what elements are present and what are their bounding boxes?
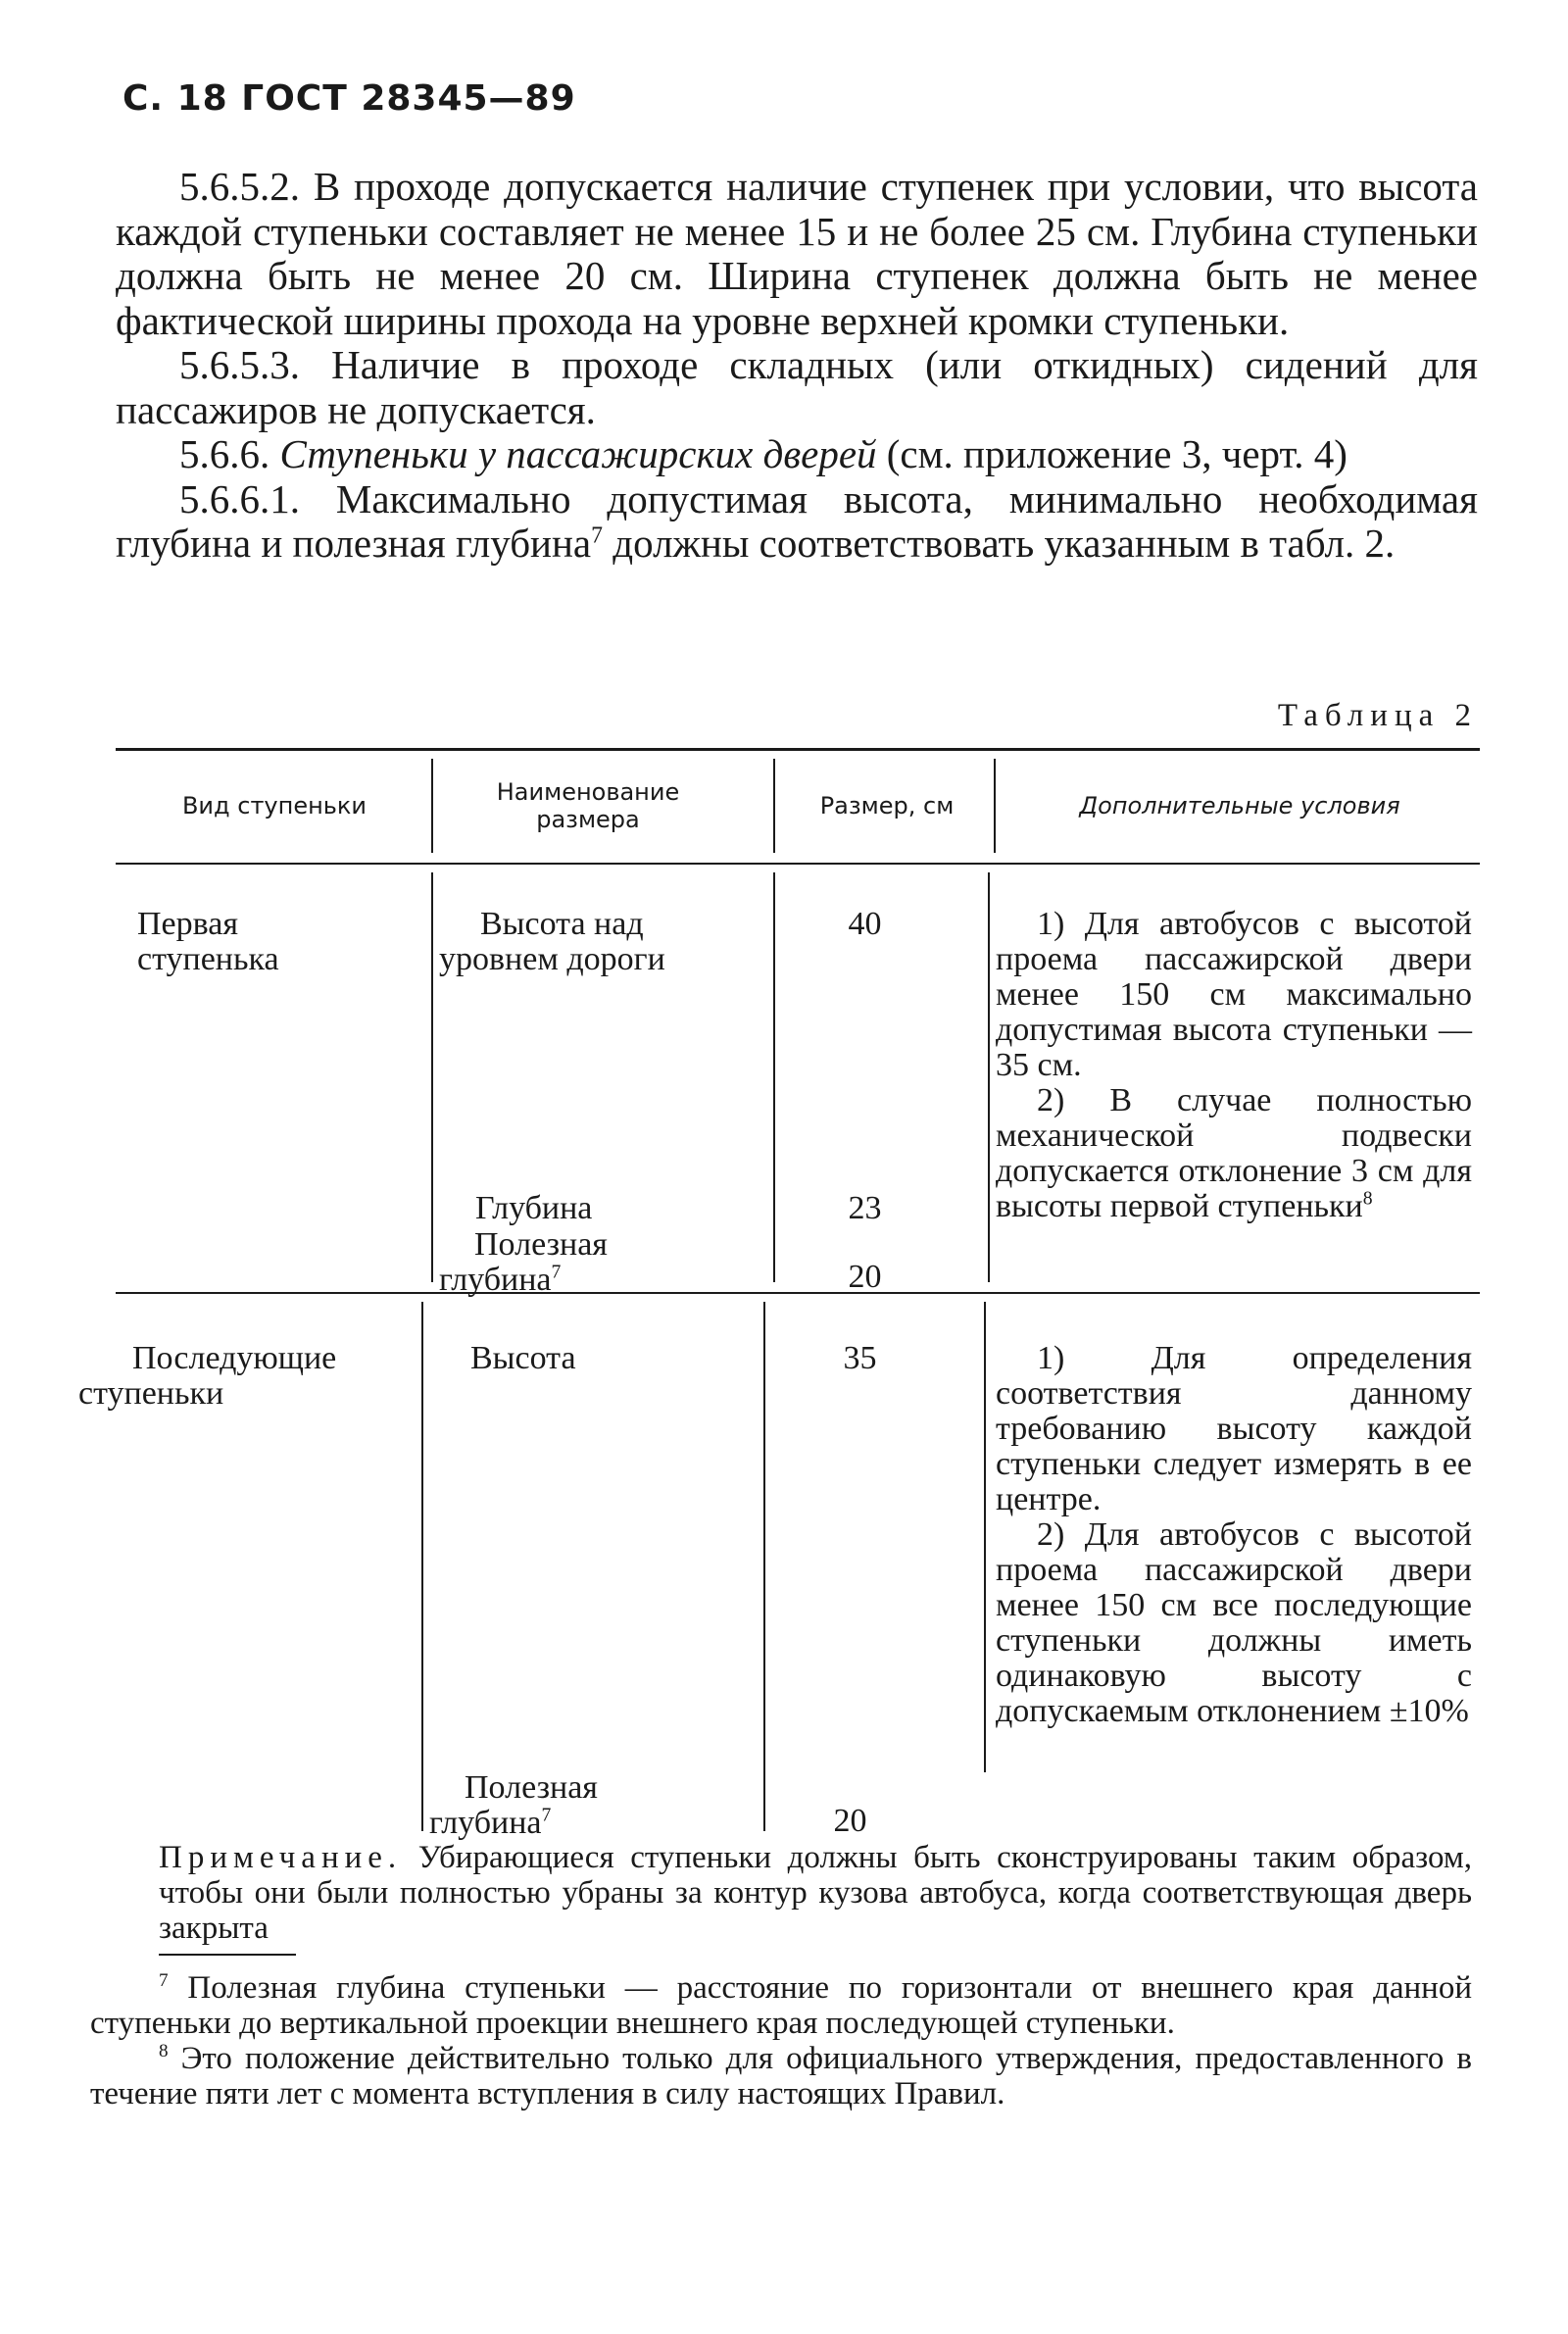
paragraph-5-6-5-2: 5.6.5.2. В проходе допускается наличие ступенек при условии, что высота каждой ступеньки составляет не менее 15 и не более 25 см. Глубина ступеньки должна быть не менее 20 см. Ширина ступенек должна быть не менее фактической ширины прохода на уровне верхней кромки ступеньки.: [116, 164, 1478, 343]
row2-val-height: 35: [843, 1340, 877, 1376]
table-column-divider: [763, 1302, 765, 1831]
note-label: Примечание.: [159, 1840, 403, 1875]
row1-conditions: [996, 907, 1472, 1224]
page-header: С. 18 ГОСТ 28345—89: [122, 78, 576, 119]
footnote-text: Это положение действительно только для официального утверждения, предоставленного в течение пяти лет с момента вступления в силу настоящих Правил.: [90, 2041, 1473, 2111]
row2-dim-height: Высота: [470, 1340, 576, 1376]
row2-condition-1: 1) Для определения соответствия данному требованию высоту каждой ступеньки следует измерять в ее центре.: [996, 1340, 1472, 1517]
footnote-text: Полезная глубина ступеньки — расстояние по горизонтали от внешнего края данной ступеньки до вертикальной проекции внешнего края последующей ступеньки.: [90, 1970, 1472, 2041]
footnote-ref: 7: [551, 1261, 562, 1283]
table-column-divider: [421, 1302, 423, 1831]
header-conditions: Дополнительные условия: [1079, 792, 1400, 819]
row1-dim-depth: Глубина: [475, 1190, 593, 1226]
table-note: [159, 1840, 1472, 1946]
dimension-label: Полезная глубина: [429, 1769, 598, 1841]
table-column-divider: [994, 759, 996, 853]
row1-condition-1: 1) Для автобусов с высотой проема пассажирской двери менее 150 см максимально допустимая высота ступеньки — 35 см.: [996, 906, 1472, 1083]
table-top-rule: [116, 748, 1480, 751]
paragraph-text-part: должны соответствовать указанным в табл. 2.: [612, 521, 1396, 566]
footnote-separator: [159, 1954, 296, 1956]
footnote-mark: 7: [159, 1970, 169, 1991]
row1-dim-useful-depth: [439, 1227, 733, 1298]
table-column-divider: [984, 1302, 986, 1772]
condition-text: 2) В случае полностью механической подвески допускается отклонение 3 см для высоты первой ступеньки: [996, 1082, 1472, 1224]
row2-val-useful-depth: 20: [833, 1803, 867, 1839]
table-caption: Таблица 2: [1277, 698, 1478, 733]
footnote-ref: 8: [1362, 1187, 1373, 1210]
body-text: [116, 165, 1478, 567]
section-title: Ступеньки у пассажирских дверей: [279, 431, 877, 476]
paragraph-5-6-5-3: 5.6.5.3. Наличие в проходе складных (или откидных) сидений для пассажиров не допускается.: [116, 342, 1478, 432]
table-column-divider: [773, 759, 775, 853]
row1-val-depth: 23: [848, 1190, 882, 1226]
table-column-divider: [431, 872, 433, 1282]
footnote-ref: 7: [541, 1804, 552, 1826]
row1-dim-height: Высота над уровнем дороги: [439, 906, 665, 977]
section-reference: (см. приложение 3, черт. 4): [886, 431, 1348, 476]
row2-condition-2: 2) Для автобусов с высотой проема пассажирской двери менее 150 см все последующие ступеньки должны иметь одинаковую высоту с допускаемым отклонением ±10%: [996, 1516, 1472, 1729]
paragraph-5-6-6: [116, 432, 1478, 477]
row2-step-type: Последующие ступеньки: [78, 1340, 337, 1412]
paragraph-5-6-6-1: [116, 477, 1478, 567]
footnote-mark: 8: [159, 2041, 169, 2061]
footnote-7: [90, 1970, 1472, 2041]
header-dimension-name: Наименование размера: [496, 778, 680, 833]
dimension-label: Полезная глубина: [439, 1226, 608, 1298]
header-size: Размер, см: [819, 792, 955, 819]
header-step-type: Вид ступеньки: [181, 792, 368, 819]
row1-condition-2: [996, 1083, 1472, 1224]
note-text: Убирающиеся ступеньки должны быть сконструированы таким образом, чтобы они были полностью убраны за контур кузова автобуса, когда соответствующая дверь закрыта: [159, 1840, 1473, 1946]
table-header-rule: [116, 863, 1480, 865]
section-number: 5.6.6.: [179, 431, 270, 476]
table-column-divider: [988, 872, 990, 1282]
table-column-divider: [773, 872, 775, 1282]
row2-conditions: [996, 1341, 1472, 1729]
footnote-8: [90, 2041, 1472, 2111]
row1-val-height: 40: [848, 906, 882, 942]
row2-dim-useful-depth: [429, 1770, 723, 1841]
table-column-divider: [431, 759, 433, 853]
footnote-ref: 7: [591, 522, 604, 549]
row1-step-type: Первая ступенька: [137, 906, 279, 977]
footnotes: [90, 1970, 1472, 2111]
paragraph-text-part: 5.6.6.1. Максимально допустимая высота, минимально необходимая глубина и полезная глубина: [116, 475, 1478, 566]
row1-val-useful-depth: 20: [848, 1259, 882, 1295]
